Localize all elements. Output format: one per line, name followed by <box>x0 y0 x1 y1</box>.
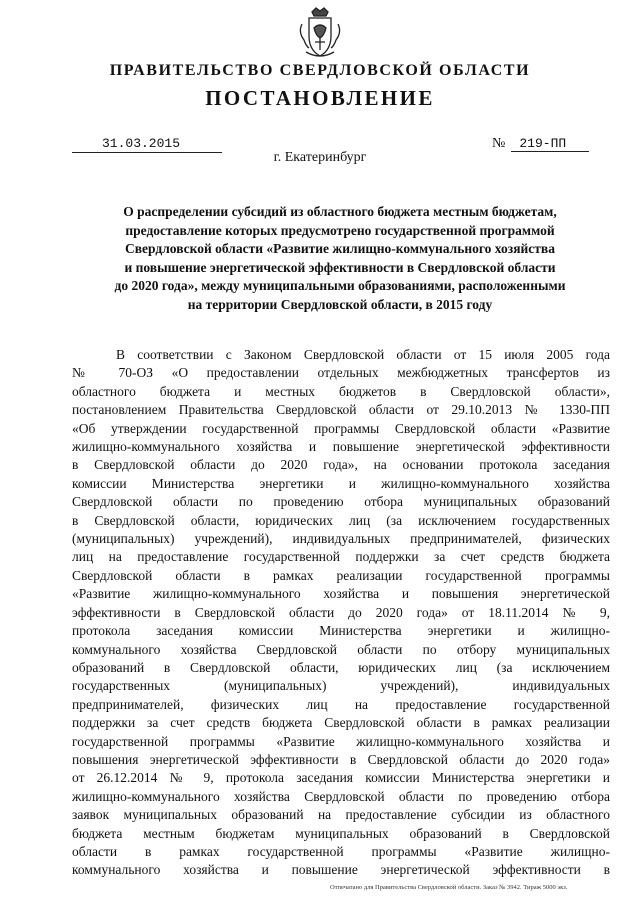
body-line: от 26.12.2014 № 9, протокола заседания комиссии Министерства энергетики и <box>72 770 610 786</box>
body-line: жилищно-коммунального хозяйства и повышение энергетической эффективности <box>72 439 610 455</box>
body-line: области в рамках государственной программы «Развитие жилищно- <box>72 843 610 859</box>
body-line: жилищно-коммунального хозяйства Свердловской области по проведению отбора <box>72 788 610 804</box>
body-line: № 70-ОЗ «О предоставлении отдельных межбюджетных трансфертов из <box>72 365 610 381</box>
title-line: и повышение энергетической эффективности в Свердловской области <box>124 259 556 275</box>
body-line: государственной программы «Развитие жилищно-коммунального хозяйства и <box>72 733 610 749</box>
body-line: государственных (муниципальных) учреждений), индивидуальных <box>72 678 610 694</box>
body-line: в Свердловской области до 2020 года», на основании протокола заседания <box>72 457 610 473</box>
print-footer: Отпечатано для Правительства Свердловской области. Заказ № 3942. Тираж 5000 экз. <box>330 884 568 891</box>
body-line: В соответствии с Законом Свердловской области от 15 июля 2005 года <box>116 347 610 362</box>
document-date: 31.03.2015 <box>102 136 181 151</box>
body-line: «Развитие жилищно-коммунального хозяйства и повышения энергетической <box>72 586 610 602</box>
coat-of-arms-icon <box>296 6 344 60</box>
body-line: «Об утверждении государственной программы Свердловской области «Развитие <box>72 420 610 436</box>
body-line: поддержки за счет средств бюджета Свердловской области в рамках реализации <box>72 715 610 731</box>
document-body <box>72 346 610 880</box>
body-line: коммунального хозяйства Свердловской области по отбору муниципальных <box>72 641 610 657</box>
body-line: лиц на предоставление государственной поддержки за счет средств бюджета <box>72 549 610 565</box>
document-type: ПОСТАНОВЛЕНИЕ <box>205 86 435 110</box>
title-line: Свердловской области «Развитие жилищно-коммунального хозяйства <box>125 241 555 256</box>
body-line: эффективности в Свердловской области до 2020 года» от 18.11.2014 № 9, <box>72 604 610 620</box>
document-number: 219-ПП <box>511 136 589 152</box>
body-line: образований в Свердловской области, юридических лиц (за исключением <box>72 659 610 675</box>
title-line: предоставление которых предусмотрено государственной программой <box>125 222 555 238</box>
title-line: на территории Свердловской области, в 2015 году <box>187 296 493 312</box>
body-line: (муниципальных) учреждений), индивидуальных предпринимателей, физических <box>72 531 610 547</box>
number-sign: № <box>492 136 506 151</box>
title-line: О распределении субсидий из областного бюджета местным бюджетам, <box>123 204 557 219</box>
body-line: Свердловской области по проведению отбора муниципальных образований <box>72 494 610 510</box>
body-line: областного бюджета и местных бюджетов в Свердловской области», <box>72 383 610 399</box>
body-line: постановлением Правительства Свердловской области от 29.10.2013 № 1330-ПП <box>72 402 610 418</box>
body-line: бюджета местным бюджетам муниципальных образований в Свердловской <box>72 825 610 841</box>
title-line: до 2020 года», между муниципальными образованиями, расположенными <box>114 278 566 293</box>
body-line: коммунального хозяйства и повышение энергетической эффективности в <box>72 862 610 878</box>
body-line: заявок муниципальных образований на предоставление субсидии из областного <box>72 807 610 823</box>
body-line: предпринимателей, физических лиц на предоставление государственной <box>72 696 610 712</box>
body-line: повышения энергетической эффективности в Свердловской области до 2020 года» <box>72 751 610 767</box>
document-title <box>70 203 610 314</box>
body-line: в Свердловской области, юридических лиц (за исключением государственных <box>72 512 610 528</box>
city: г. Екатеринбург <box>273 150 367 165</box>
body-line: Свердловской области в рамках реализации государственной программы <box>72 567 610 583</box>
government-name: ПРАВИТЕЛЬСТВО СВЕРДЛОВСКОЙ ОБЛАСТИ <box>109 62 531 79</box>
body-line: протокола заседания комиссии Министерства энергетики и жилищно- <box>72 623 610 639</box>
body-line: комиссии Министерства энергетики и жилищно-коммунального хозяйства <box>72 475 610 491</box>
